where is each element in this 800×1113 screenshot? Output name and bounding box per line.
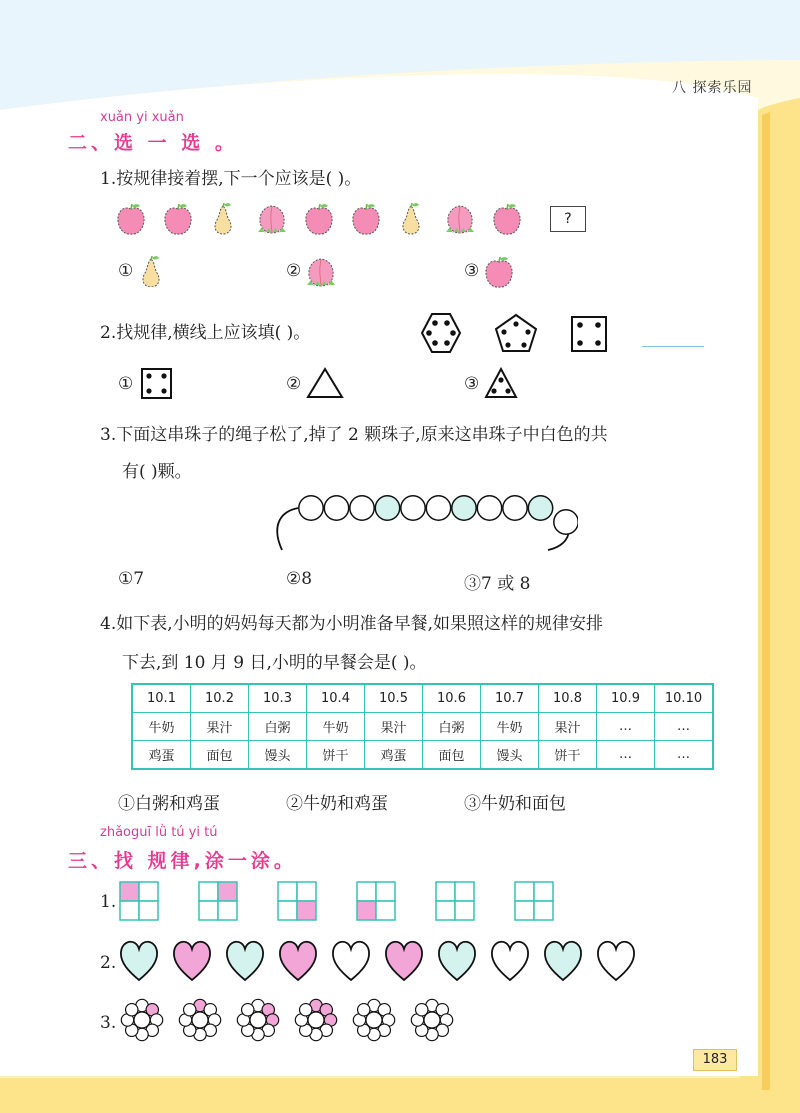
color-grid[interactable] [357, 882, 395, 920]
grid-cell[interactable] [436, 882, 455, 901]
grid-cell[interactable] [376, 901, 395, 920]
food-cell: 馒头 [249, 741, 307, 770]
q4-option-2[interactable]: ②牛奶和鸡蛋 [286, 794, 388, 814]
color-grid[interactable] [120, 882, 158, 920]
q1-option-2-label[interactable]: ② [286, 261, 302, 281]
drink-cell: 牛奶 [307, 713, 365, 741]
grid-cell[interactable] [278, 882, 297, 901]
food-cell: 饼干 [307, 741, 365, 770]
date-cell: 10.5 [365, 684, 423, 713]
heart-blue[interactable] [439, 942, 475, 980]
drink-cell: 白粥 [423, 713, 481, 741]
grid-cell[interactable] [139, 882, 158, 901]
s3-q2-label: 2. [100, 953, 117, 973]
date-cell: 10.4 [307, 684, 365, 713]
triangle-three-dots-icon [483, 366, 519, 400]
peach-icon [258, 206, 286, 234]
bead-white [503, 496, 527, 520]
q2-option-1-label[interactable]: ① [118, 374, 134, 394]
bead-blue [452, 496, 476, 520]
chapter-header: 八 探索乐园 [672, 80, 753, 96]
grid-cell[interactable] [218, 882, 237, 901]
drink-cell: … [597, 713, 655, 741]
food-cell: 馒头 [481, 741, 539, 770]
q3-option-2[interactable]: ②8 [286, 569, 313, 589]
bead-blue [528, 496, 552, 520]
heart-blue[interactable] [545, 942, 581, 980]
q1-text: 1.按规律接着摆,下一个应该是( )。 [100, 169, 362, 189]
bead-white [477, 496, 501, 520]
string-left-end [277, 508, 298, 550]
drink-cell: 牛奶 [481, 713, 539, 741]
q3-option-1[interactable]: ①7 [118, 569, 145, 589]
q1-option-1-label[interactable]: ① [118, 261, 134, 281]
heart-blue[interactable] [227, 942, 263, 980]
color-grid[interactable] [278, 882, 316, 920]
pear-icon [143, 256, 159, 287]
breakfast-table [131, 683, 714, 770]
apple-icon [353, 204, 379, 234]
flower-icon[interactable] [295, 999, 336, 1040]
petal[interactable] [242, 1004, 254, 1016]
grid-cell[interactable] [297, 882, 316, 901]
q4-text-line2: 下去,到 10 月 9 日,小明的早餐会是( )。 [122, 653, 427, 673]
heart-pink[interactable] [280, 942, 316, 980]
drink-cell: 白粥 [249, 713, 307, 741]
q2-option-2-label[interactable]: ② [286, 374, 302, 394]
heart-pink[interactable] [174, 942, 210, 980]
date-cell: 10.1 [132, 684, 191, 713]
date-cell: 10.7 [481, 684, 539, 713]
page-number: 183 [693, 1049, 737, 1071]
petal[interactable] [300, 1004, 312, 1016]
square-four-dots-icon [572, 317, 606, 351]
q3-option-3[interactable]: ③7 或 8 [464, 574, 531, 594]
grid-cell[interactable] [278, 901, 297, 920]
apple-icon [306, 204, 332, 234]
food-cell: … [655, 741, 714, 770]
food-cell: 面包 [423, 741, 481, 770]
flower-icon[interactable] [353, 999, 394, 1040]
q2-text: 2.找规律,横线上应该填( )。 [100, 323, 311, 343]
q4-option-1[interactable]: ①白粥和鸡蛋 [118, 794, 220, 814]
drink-cell: 牛奶 [132, 713, 191, 741]
drink-cell: … [655, 713, 714, 741]
heart-blue[interactable] [121, 942, 157, 980]
q3-text-line2: 有( )颗。 [122, 462, 192, 482]
pear-icon [215, 203, 231, 234]
section2-pinyin: xuǎn yi xuǎn [100, 110, 184, 125]
square-four-dots-icon [138, 367, 174, 401]
section2-title: 二、选 一 选 。 [68, 132, 238, 154]
heart-white[interactable] [598, 942, 634, 980]
bead-white [299, 496, 323, 520]
petal[interactable] [416, 1004, 428, 1016]
date-cell: 10.3 [249, 684, 307, 713]
heart-pink[interactable] [386, 942, 422, 980]
pear-icon [403, 203, 419, 234]
apple-icon [486, 257, 512, 287]
food-cell: 鸡蛋 [132, 741, 191, 770]
flower-icon[interactable] [121, 999, 162, 1040]
grid-cell[interactable] [199, 882, 218, 901]
grid-cell[interactable] [455, 901, 474, 920]
q2-answer-line[interactable] [642, 346, 704, 347]
petal[interactable] [126, 1004, 138, 1016]
food-cell: 面包 [191, 741, 249, 770]
food-cell: 饼干 [539, 741, 597, 770]
food-cell: 鸡蛋 [365, 741, 423, 770]
flower-icon[interactable] [411, 999, 452, 1040]
color-grid[interactable] [515, 882, 553, 920]
table-row-drinks [132, 713, 713, 741]
bead-white [554, 510, 578, 534]
grid-cell[interactable] [120, 901, 139, 920]
table-row-dates [132, 684, 713, 713]
grid-cell[interactable] [534, 901, 553, 920]
bead-white [350, 496, 374, 520]
heart-pattern-row [116, 938, 656, 986]
bead-white [401, 496, 425, 520]
grid-cell[interactable] [297, 901, 316, 920]
date-cell: 10.8 [539, 684, 597, 713]
q1-option-3-label[interactable]: ③ [464, 261, 480, 281]
grid-cell[interactable] [515, 901, 534, 920]
food-cell: … [597, 741, 655, 770]
q2-shape-sequence [412, 310, 622, 356]
drink-cell: 果汁 [365, 713, 423, 741]
bead-string [268, 490, 578, 554]
q4-option-3[interactable]: ③牛奶和面包 [464, 794, 566, 814]
grid-cell[interactable] [120, 882, 139, 901]
grid-cell[interactable] [455, 882, 474, 901]
triangle-empty-icon [305, 366, 345, 400]
grid-cell[interactable] [139, 901, 158, 920]
flower-pattern-row [116, 996, 476, 1046]
section3-title: 三、找 规律,涂一涂。 [68, 850, 297, 872]
q1-answer-box[interactable]: ? [550, 206, 586, 232]
q2-option-3-label[interactable]: ③ [464, 374, 480, 394]
flower-icon[interactable] [237, 999, 278, 1040]
apple-icon [494, 204, 520, 234]
flower-icon[interactable] [179, 999, 220, 1040]
q1-option-1-icon [136, 253, 166, 291]
date-cell: 10.2 [191, 684, 249, 713]
bead-white [324, 496, 348, 520]
grid-cell[interactable] [515, 882, 534, 901]
bead-blue [375, 496, 399, 520]
q1-option-3-icon [482, 253, 516, 293]
drink-cell: 果汁 [539, 713, 597, 741]
grid-cell[interactable] [534, 882, 553, 901]
q4-text-line1: 4.如下表,小明的妈妈每天都为小明准备早餐,如果照这样的规律安排 [100, 614, 604, 634]
grid-cell[interactable] [436, 901, 455, 920]
date-cell: 10.6 [423, 684, 481, 713]
grid-cell[interactable] [357, 901, 376, 920]
petal[interactable] [358, 1004, 370, 1016]
s3-q1-label: 1. [100, 892, 117, 912]
peach-icon [446, 206, 474, 234]
color-grid[interactable] [436, 882, 474, 920]
heart-white[interactable] [492, 942, 528, 980]
date-cell: 10.9 [597, 684, 655, 713]
color-grid[interactable] [199, 882, 237, 920]
apple-icon [165, 204, 191, 234]
q1-fruit-sequence [116, 199, 536, 239]
table-row-foods [132, 741, 713, 770]
grid-cell[interactable] [218, 901, 237, 920]
heart-white[interactable] [333, 942, 369, 980]
apple-icon [118, 204, 144, 234]
s3-q3-label: 3. [100, 1013, 117, 1033]
q3-text-line1: 3.下面这串珠子的绳子松了,掉了 2 颗珠子,原来这串珠子中白色的共 [100, 425, 608, 445]
petal[interactable] [184, 1004, 196, 1016]
grid-cell[interactable] [357, 882, 376, 901]
q1-option-2-icon [304, 253, 338, 293]
date-cell: 10.10 [655, 684, 714, 713]
section3-pinyin: zhǎoguī lǜ tú yi tú [100, 825, 218, 840]
bead-white [426, 496, 450, 520]
grid-cell[interactable] [199, 901, 218, 920]
grid-cell[interactable] [376, 882, 395, 901]
grid-pattern-row [116, 880, 566, 926]
drink-cell: 果汁 [191, 713, 249, 741]
peach-icon [307, 259, 335, 287]
